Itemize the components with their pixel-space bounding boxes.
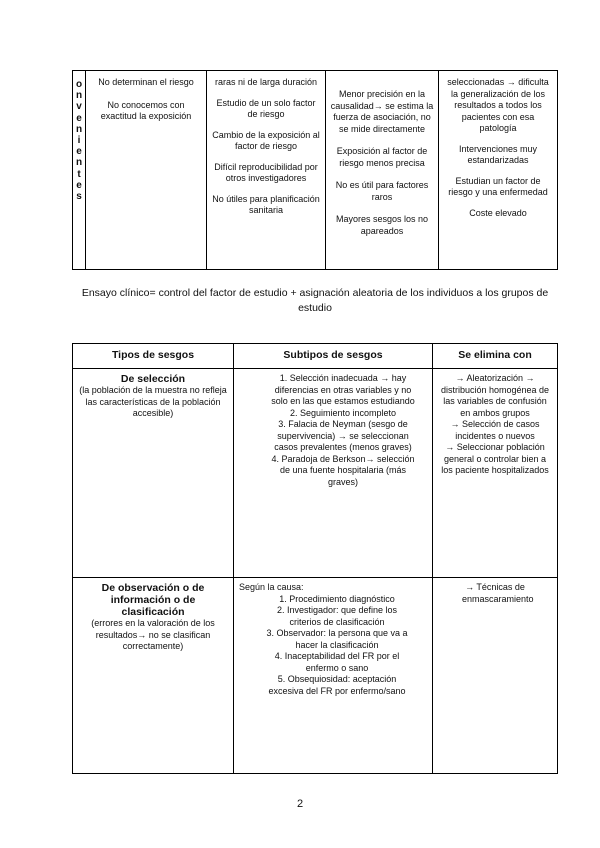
cell-text: Estudio de un solo factor de riesgo: [216, 97, 316, 119]
subtypes-cell: [234, 369, 433, 578]
subtypes-intro: Según la causa:: [239, 582, 304, 592]
header-eliminate: Se elimina con: [433, 344, 558, 369]
vertical-letter: i: [77, 135, 81, 147]
col4-cell: [439, 71, 558, 270]
list-item: 3. Observador: la persona que va a hacer la clasificación: [266, 628, 408, 650]
vertical-label-cell: [73, 71, 86, 270]
vertical-letter: e: [76, 146, 82, 158]
cell-text: No es útil para factores raros: [335, 180, 429, 202]
vertical-letter: v: [76, 101, 82, 113]
cell-text: raras ni de larga duración: [214, 77, 318, 87]
cell-text: No conocemos con exactitud la exposición: [100, 99, 192, 121]
solutions-cell: [433, 369, 558, 578]
page-number: 2: [296, 798, 304, 810]
type-description: (la población de la muestra no refleja las características de la población accesible): [79, 385, 227, 418]
vertical-word: [73, 79, 85, 202]
vertical-letter: e: [76, 112, 82, 124]
list-item: 2. Investigador: que define los criterios de clasificación: [276, 605, 398, 627]
cell-text: Menor precisión en la causalidad→ se estima la fuerza de asociación, no se mide directamente: [330, 89, 434, 134]
list-item: 3. Falacia de Neyman (sesgo de supervivencia) → se seleccionan casos prevalentes (menos graves): [274, 419, 412, 452]
vertical-letter: s: [76, 191, 82, 203]
cell-text: No útiles para planificación sanitaria: [212, 193, 320, 215]
cell-text: Exposición al factor de riesgo menos precisa: [336, 146, 428, 168]
vertical-letter: n: [75, 123, 83, 135]
cell-text: Coste elevado: [469, 207, 527, 218]
type-cell: [73, 578, 234, 774]
type-title: De selección: [120, 373, 186, 385]
vertical-letter: t: [77, 168, 81, 180]
list-item: 2. Seguimiento incompleto: [289, 407, 397, 418]
cell-text: No determinan el riesgo: [98, 77, 194, 87]
list-item: 1. Selección inadecuada → hay diferencias en otras variables y no solo en las que estamos estudiando: [271, 373, 415, 406]
cell-text: Difícil reproducibilidad por otros investigadores: [214, 161, 318, 183]
vertical-letter: n: [75, 157, 83, 169]
bias-table: [72, 343, 558, 774]
solutions-cell: [433, 578, 558, 774]
col2-cell: [207, 71, 326, 270]
cell-text: Mayores sesgos los no apareados: [335, 214, 429, 236]
type-cell: [73, 369, 234, 578]
list-item: 4. Inaceptabilidad del FR por el enfermo o sano: [274, 651, 400, 673]
type-title: De observación o de información o de clasificación: [101, 582, 205, 618]
solution-item: → Técnicas de enmascaramiento: [462, 582, 534, 604]
cell-text: Cambio de la exposición al factor de riesgo: [212, 129, 320, 151]
col3-cell: [326, 71, 439, 270]
comparison-table: [72, 70, 558, 270]
vertical-letter: e: [76, 179, 82, 191]
solution-item: → Seleccionar población general o controlar bien a los paciente hospitalizados: [441, 442, 549, 475]
vertical-letter: o: [75, 79, 83, 90]
cell-text: Intervenciones muy estandarizadas: [458, 143, 538, 165]
subtypes-cell: [234, 578, 433, 774]
cell-text: Estudian un factor de riesgo y una enfermedad: [448, 175, 548, 197]
list-item: 5. Obsequiosidad: aceptación excesiva del FR por enfermo/sano: [268, 674, 406, 696]
type-description: (errores en la valoración de los resultados→ no se clasifican correctamente): [91, 618, 215, 651]
list-item: 4. Paradoja de Berkson→ selección de una fuente hospitalaria (más graves): [271, 453, 415, 487]
list-item: 1. Procedimiento diagnóstico: [279, 593, 395, 604]
intro-text: Ensayo clínico= control del factor de estudio + asignación aleatoria de los individuos a los grupos de estudio: [81, 287, 549, 314]
header-types: Tipos de sesgos: [73, 344, 234, 369]
solution-item: → Selección de casos incidentes o nuevos: [450, 419, 540, 441]
header-subtypes: Subtipos de sesgos: [234, 344, 433, 369]
col1-cell: [86, 71, 207, 270]
solution-item: → Aleatorización → distribución homogénea de las variables de confusión en ambos grupos: [440, 373, 550, 418]
vertical-letter: n: [75, 90, 83, 102]
cell-text: seleccionadas → dificulta la generalización de los resultados a todos los pacientes con esa patología: [447, 77, 549, 133]
